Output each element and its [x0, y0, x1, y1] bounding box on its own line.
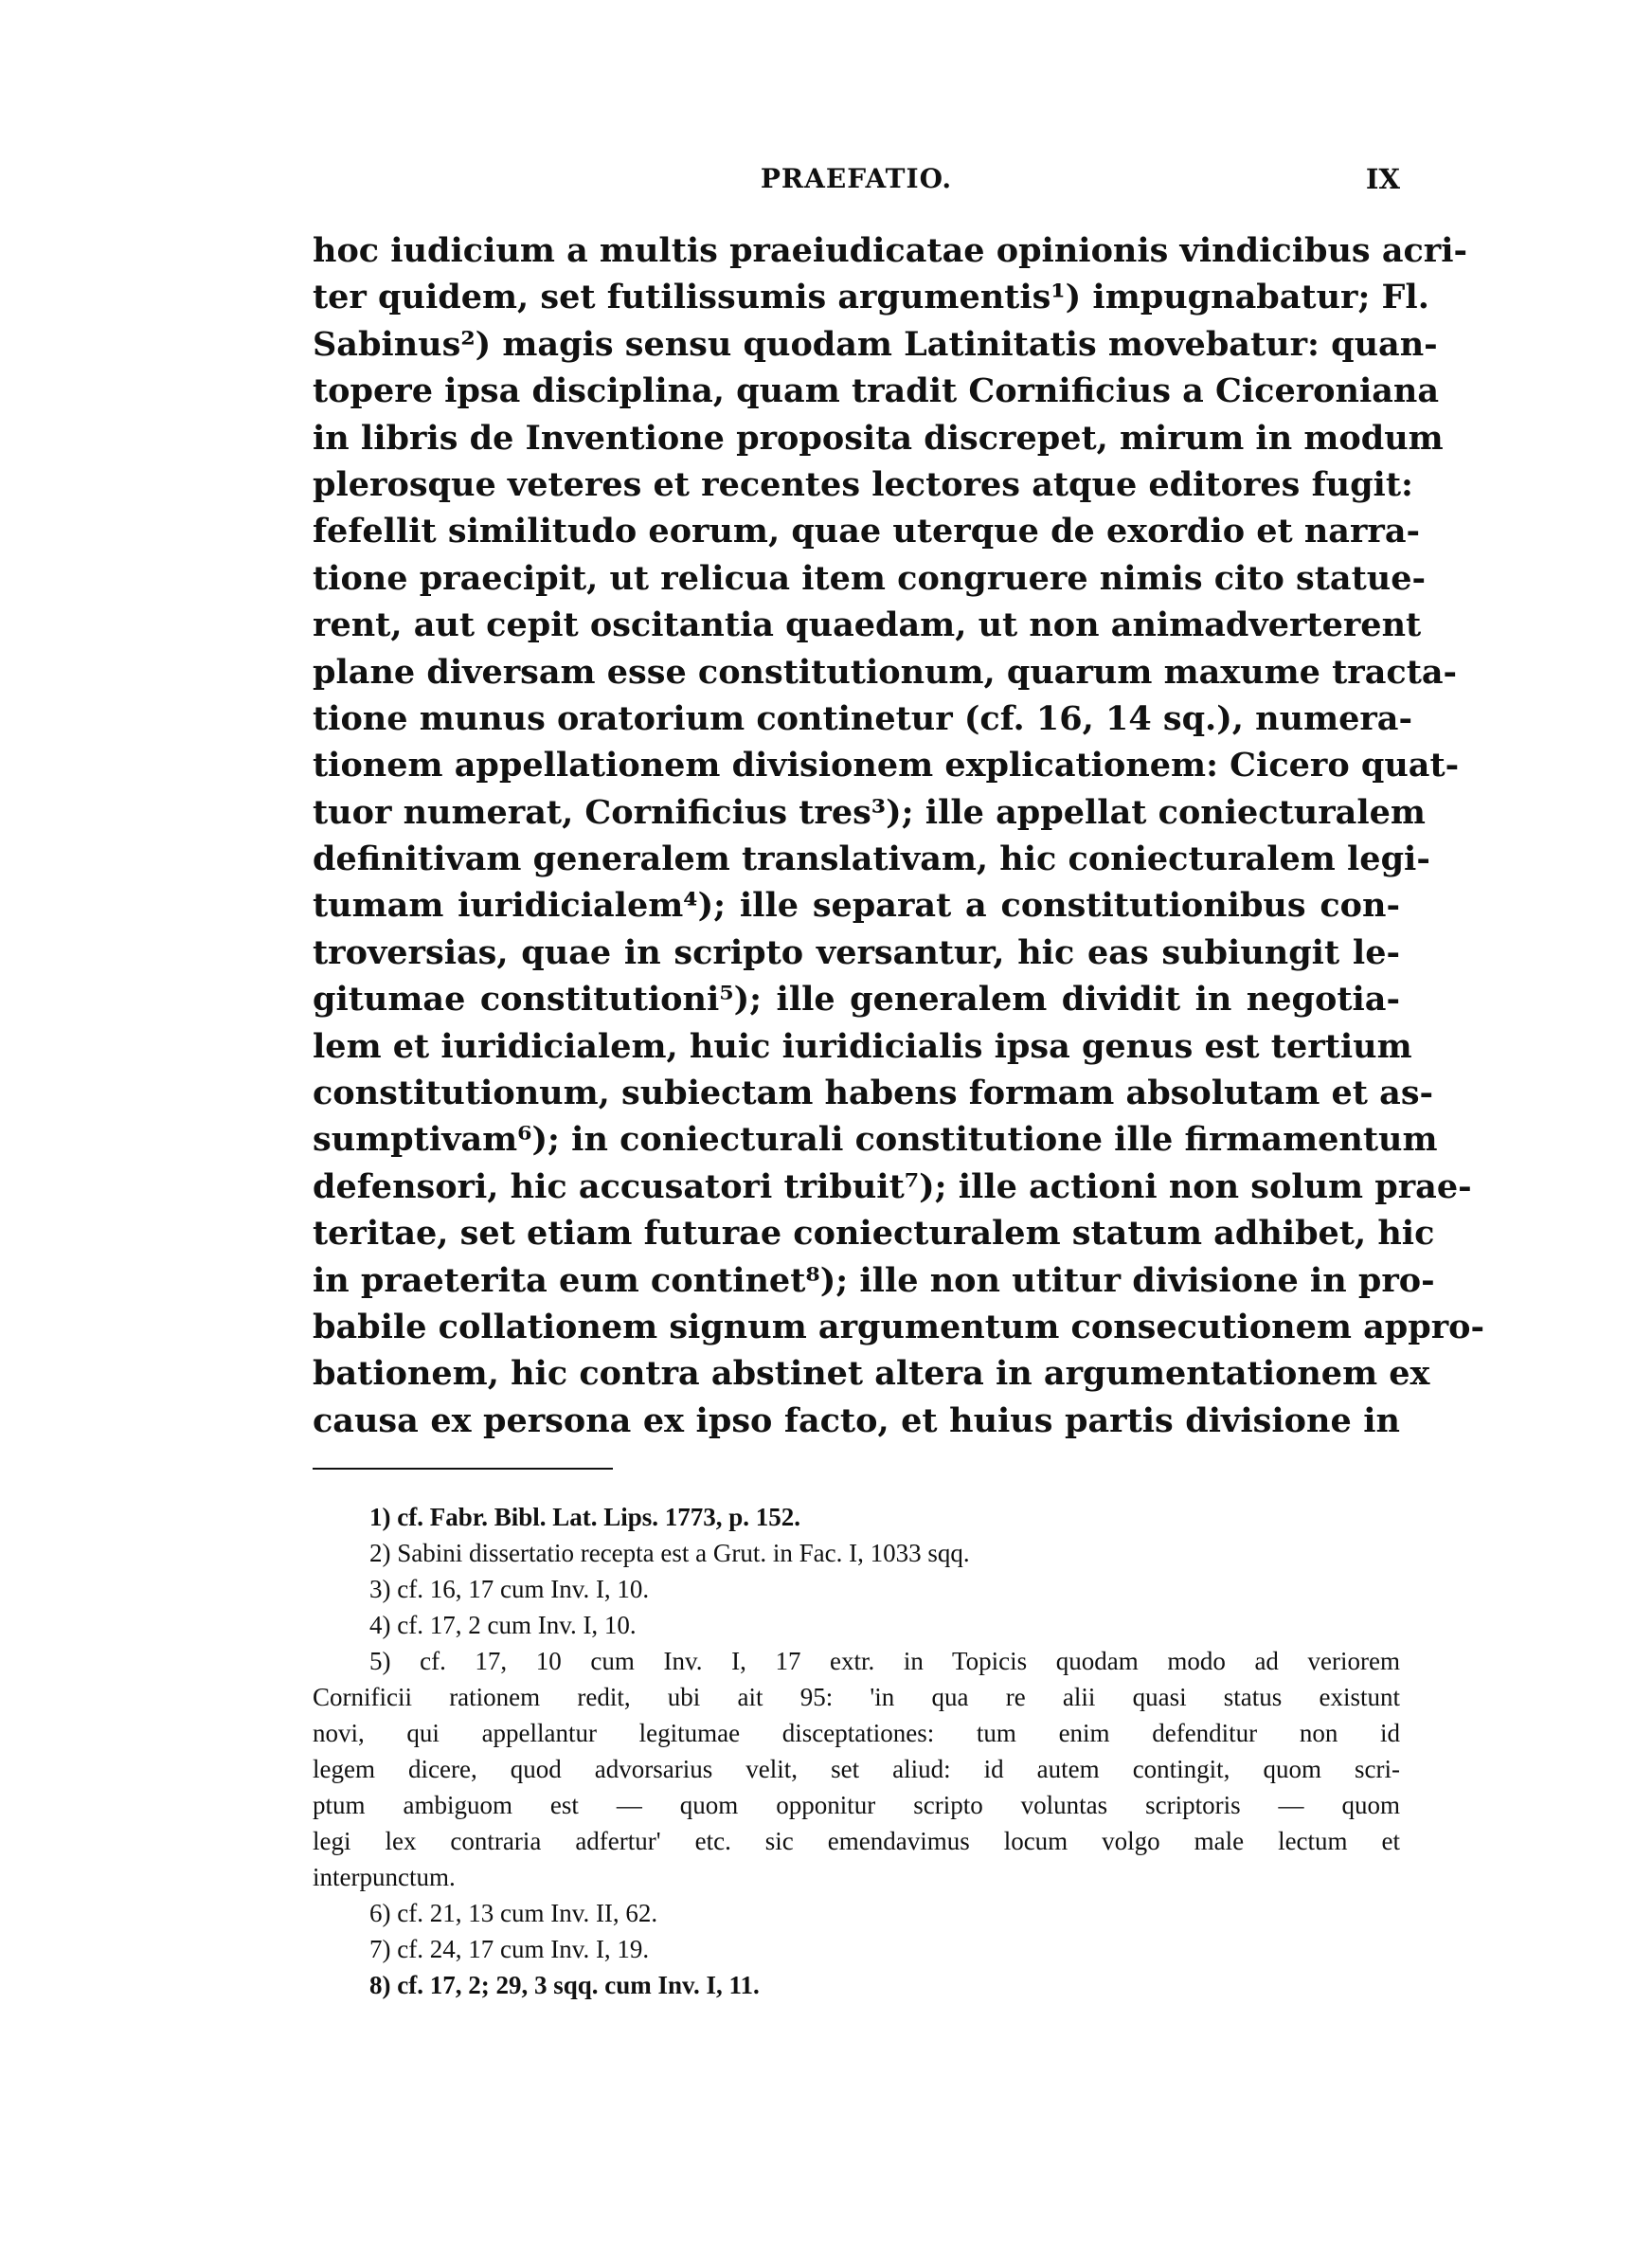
text-line: troversias, quae in scripto versantur, hic eas subiungit le-: [313, 932, 1400, 972]
footnote-line: 4) cf. 17, 2 cum Inv. I, 10.: [369, 1611, 637, 1639]
main-text: [313, 227, 1485, 1444]
text-line: plane diversam esse constitutionum, quarum maxume tracta-: [313, 652, 1458, 692]
text-line: tuor numerat, Cornificius tres³); ille appellat coniecturalem: [313, 792, 1426, 832]
text-line: in praeterita eum continet⁸); ille non utitur divisione in pro-: [313, 1260, 1435, 1300]
text-line: teritae, set etiam futurae coniecturalem statum adhibet, hic: [313, 1214, 1435, 1254]
page-header: [313, 163, 1400, 201]
text-line: rent, aut cepit oscitantia quaedam, ut non animadverterent: [313, 605, 1422, 645]
text-line: definitivam generalem translativam, hic coniecturalem legi-: [313, 840, 1430, 879]
text-line: defensori, hic accusatori tribuit⁷); ille actioni non solum prae-: [313, 1166, 1472, 1206]
footnote-line: 7) cf. 24, 17 cum Inv. I, 19.: [369, 1935, 650, 1963]
footnotes: [313, 1499, 1400, 2003]
text-line: tumam iuridicialem⁴); ille separat a constitutionibus con-: [313, 886, 1400, 926]
footnote-line: legi lex contraria adfertur' etc. sic emendavimus locum volgo male lectum et: [313, 1827, 1400, 1855]
footnote-line: novi, qui appellantur legitumae disceptationes: tum enim defenditur non id: [313, 1719, 1400, 1747]
text-line: constitutionum, subiectam habens formam absolutam et as-: [313, 1074, 1434, 1113]
text-line: ter quidem, set futilissumis argumentis¹) impugnabatur; Fl.: [313, 278, 1429, 317]
footnote-line: 3) cf. 16, 17 cum Inv. I, 10.: [369, 1575, 650, 1603]
footnote-line: ptum ambiguom est — quom opponitur scripto voluntas scriptoris — quom: [313, 1791, 1400, 1819]
footnote-line: 2) Sabini dissertatio recepta est a Grut. in Fac. I, 1033 sqq.: [369, 1539, 970, 1567]
text-line: topere ipsa disciplina, quam tradit Cornificius a Ciceroniana: [313, 371, 1440, 411]
text-line: sumptivam⁶); in coniecturali constitutione ille firmamentum: [313, 1120, 1438, 1160]
text-line: fefellit similitudo eorum, quae uterque de exordio et narra-: [313, 512, 1421, 551]
footnote-line: 8) cf. 17, 2; 29, 3 sqq. cum Inv. I, 11.: [369, 1971, 760, 1999]
footnote-line: 6) cf. 21, 13 cum Inv. II, 62.: [369, 1899, 658, 1927]
footnote-line: interpunctum.: [313, 1863, 456, 1891]
page-number: IX: [1365, 163, 1400, 195]
text-line: bationem, hic contra abstinet altera in argumentationem ex: [313, 1354, 1430, 1394]
text-line: Sabinus²) magis sensu quodam Latinitatis movebatur: quan-: [313, 324, 1438, 364]
text-line: lem et iuridicialem, huic iuridicialis ipsa genus est tertium: [313, 1026, 1412, 1066]
text-line: babile collationem signum argumentum consecutionem appro-: [313, 1307, 1485, 1346]
text-line: in libris de Inventione proposita discrepet, mirum in modum: [313, 418, 1444, 458]
footnote-line: 1) cf. Fabr. Bibl. Lat. Lips. 1773, p. 152.: [369, 1503, 801, 1531]
text-line: gitumae constitutioni⁵); ille generalem dividit in negotia-: [313, 980, 1400, 1020]
footnote-line: 5) cf. 17, 10 cum Inv. I, 17 extr. in Topicis quodam modo ad veriorem: [369, 1647, 1400, 1675]
text-line: hoc iudicium a multis praeiudicatae opinionis vindicibus acri-: [313, 231, 1468, 270]
footnote-separator: [313, 1468, 613, 1470]
text-line: tionem appellationem divisionem explicationem: Cicero quat-: [313, 746, 1460, 785]
running-title: PRAEFATIO.: [760, 163, 953, 194]
text-line: tione praecipit, ut relicua item congruere nimis cito statue-: [313, 558, 1426, 598]
footnote-line: legem dicere, quod advorsarius velit, set aliud: id autem contingit, quom scri-: [313, 1755, 1400, 1783]
text-line: tione munus oratorium continetur (cf. 16, 14 sq.), numera-: [313, 698, 1413, 738]
footnote-line: Cornificii rationem redit, ubi ait 95: 'in qua re alii quasi status existunt: [313, 1683, 1400, 1711]
text-line: plerosque veteres et recentes lectores atque editores fugit:: [313, 464, 1413, 504]
text-line: causa ex persona ex ipso facto, et huius partis divisione in: [313, 1400, 1400, 1440]
